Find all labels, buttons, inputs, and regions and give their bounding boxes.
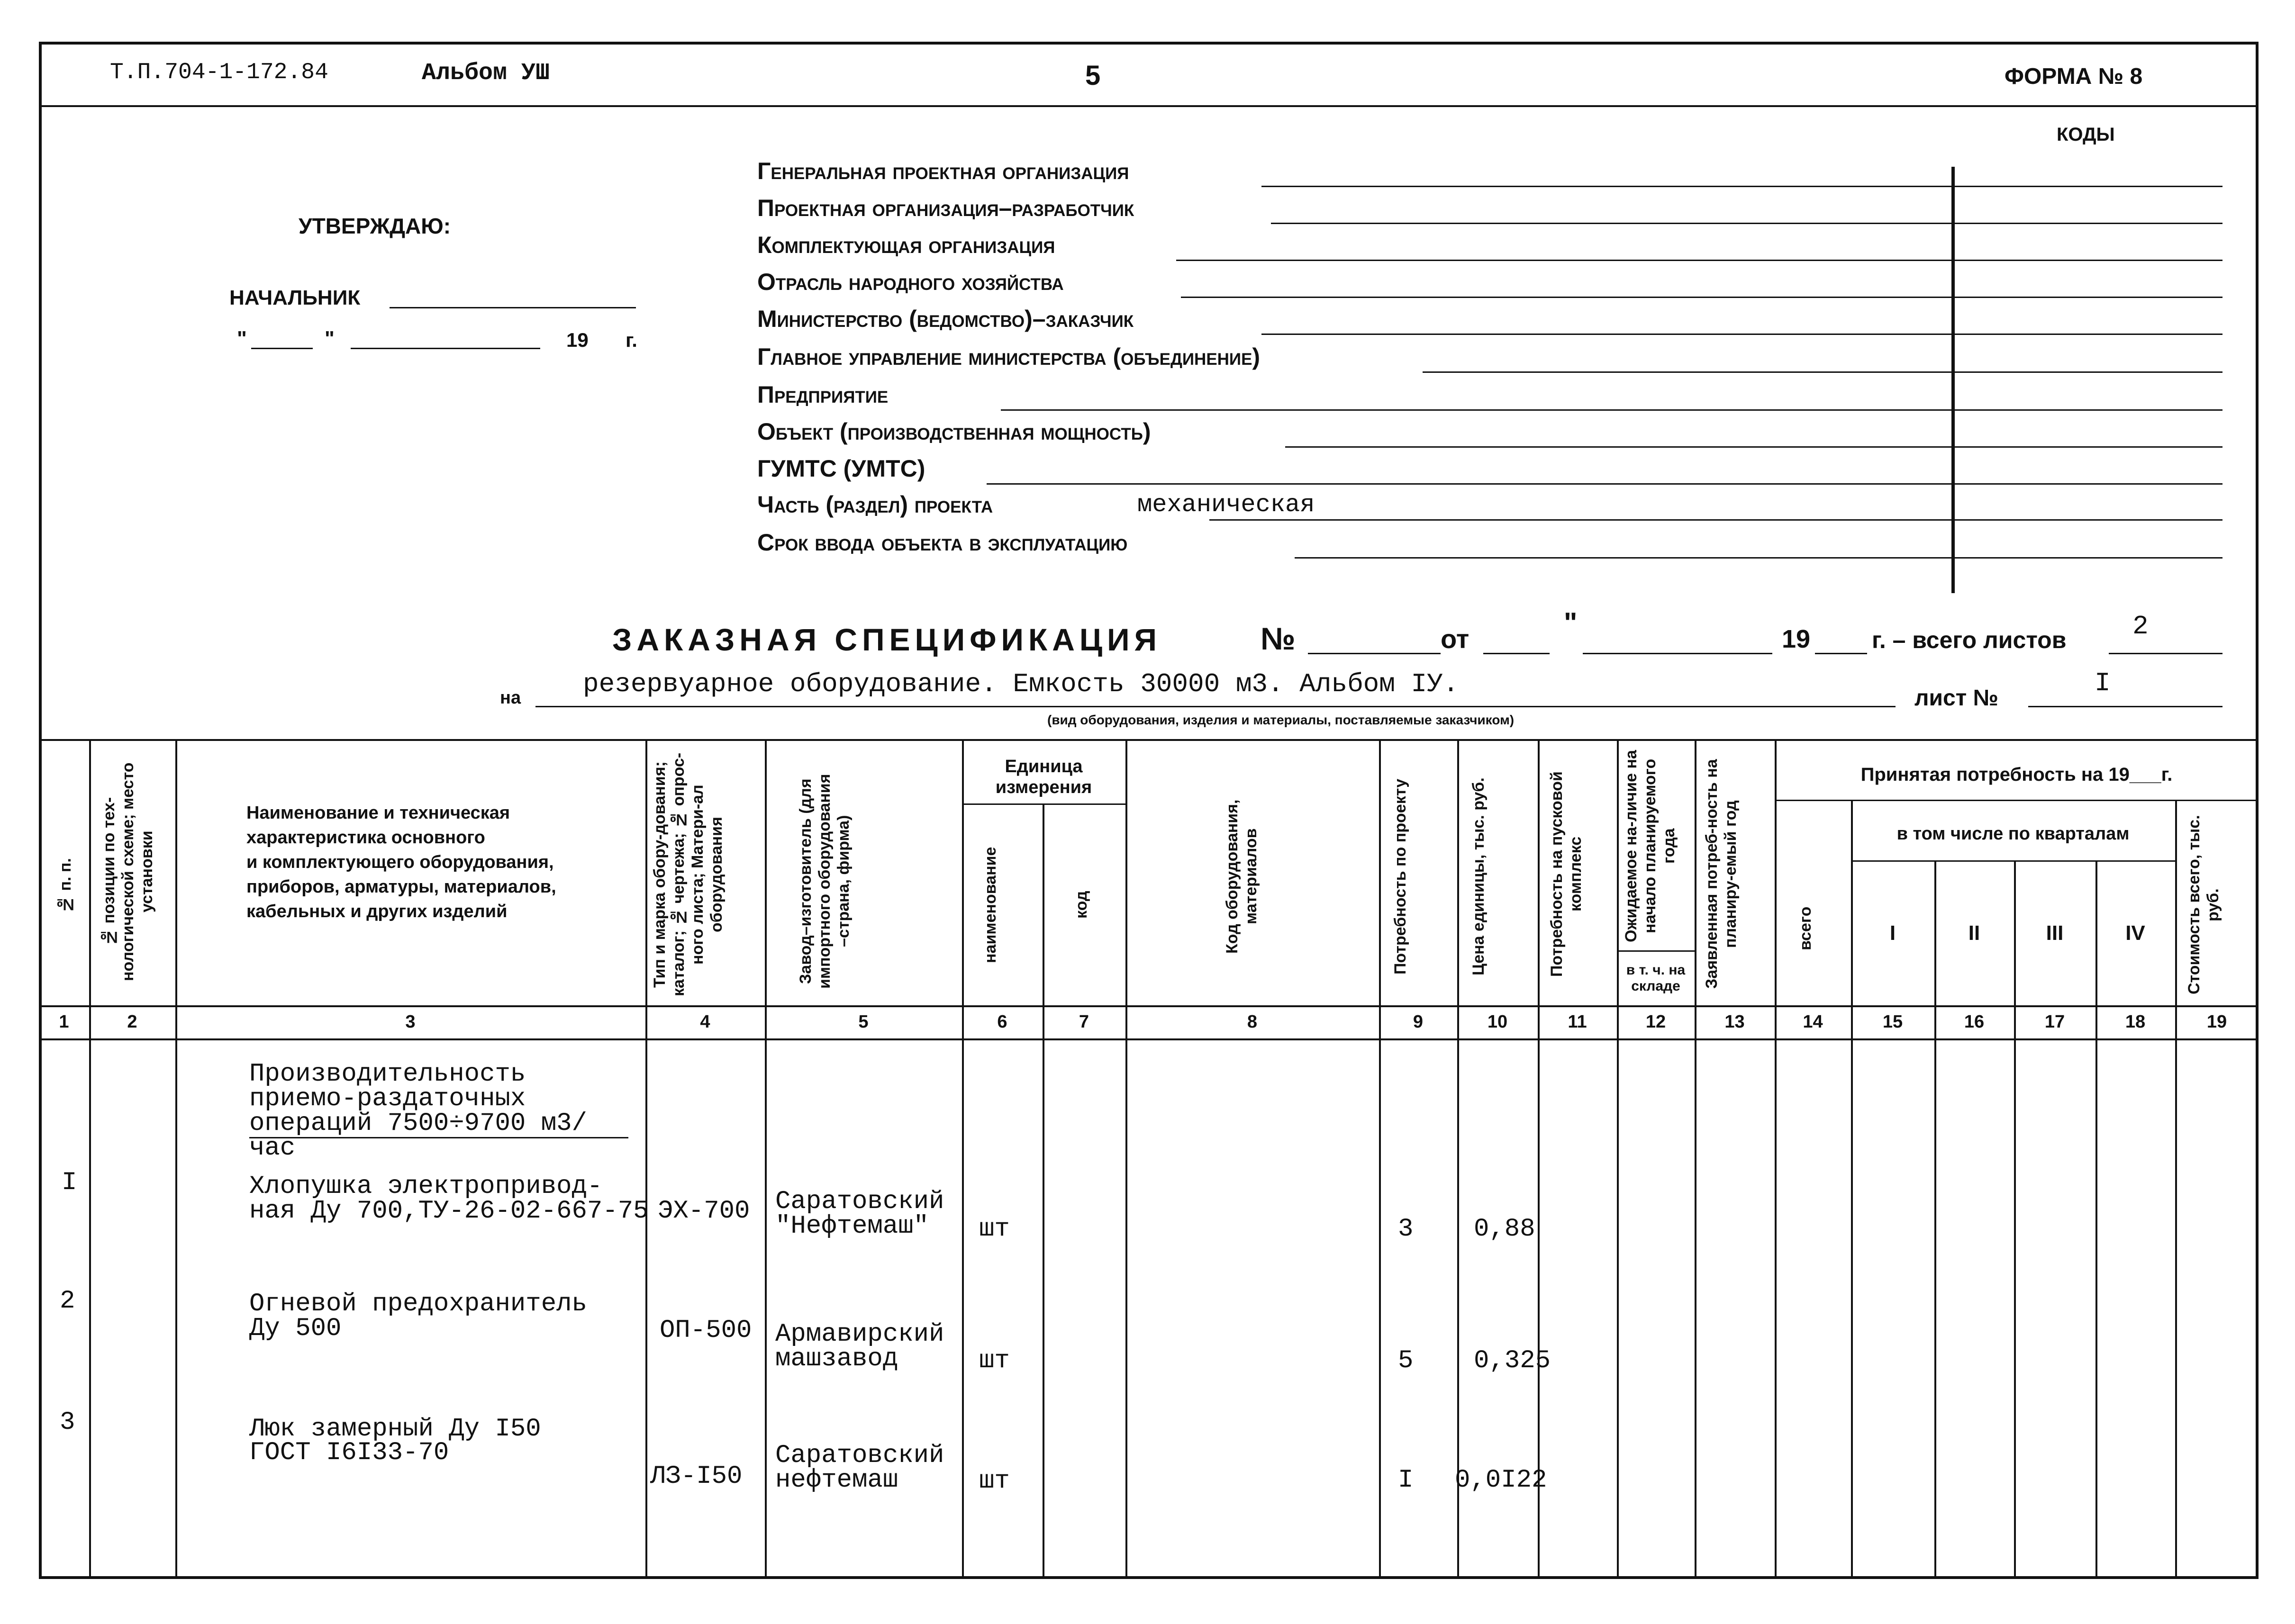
row-2-price: 0,325 (1474, 1346, 1551, 1375)
approve-title: УТВЕРЖДАЮ: (299, 214, 451, 238)
sheet-no-label: лист № (1914, 686, 1999, 711)
org-fill-line (1295, 557, 2222, 559)
spec-quote: " (1564, 607, 1578, 639)
row-2-unit: шт (979, 1346, 1010, 1375)
org-line-label: Комплектующая организация (757, 232, 1055, 258)
row-1-maker-line1: Саратовский (775, 1187, 944, 1216)
column-divider (645, 739, 647, 1578)
row-3-maker-line1: Саратовский (775, 1441, 944, 1470)
spec-no-line (1308, 653, 1441, 654)
column-number: 8 (1247, 1011, 1258, 1032)
row-1-number: I (62, 1168, 77, 1197)
col-5-header: Завод–изготовитель (для импортного оборудования –страна, фирма) (797, 774, 853, 989)
column-divider (2175, 800, 2177, 1578)
column-divider (1125, 739, 1127, 1578)
spec-subject-line (535, 706, 1896, 707)
row-2-name-line1: Огневой предохранитель (249, 1290, 587, 1318)
col-2-header: № позиции по тех-нологической схеме; место установки (100, 762, 156, 981)
org-fill-line (1423, 371, 2222, 373)
column-divider (2095, 860, 2097, 1578)
spec-month-line (1583, 653, 1772, 654)
row-2-number: 2 (60, 1287, 75, 1316)
row-1-name-line2: ная Ду 700,ТУ-26-02-667-75 (249, 1197, 649, 1226)
row-2-maker-line1: Армавирский (775, 1320, 944, 1349)
sheet-no: I (2095, 668, 2111, 698)
column-numbers-bottom-line (39, 1038, 2259, 1040)
page-number: 5 (1085, 60, 1101, 91)
chief-label: НАЧАЛЬНИК (229, 286, 361, 309)
row-1-name-line1: Хлопушка электропривод- (249, 1172, 603, 1201)
column-number: 18 (2125, 1011, 2146, 1032)
sheets-total: 2 (2132, 611, 2149, 641)
org-line-label: Главное управление министерства (объединение) (757, 343, 1261, 370)
table-top-line (39, 739, 2259, 741)
row-3-maker-line2: нефтемаш (775, 1466, 898, 1495)
sheets-total-line (2109, 653, 2222, 654)
column-number: 3 (405, 1011, 416, 1032)
org-fill-line (1271, 223, 2222, 224)
col-6-header: наименование (981, 847, 999, 963)
column-divider (1934, 860, 1936, 1578)
spec-year-line (1815, 653, 1867, 654)
header-divider (39, 105, 2259, 107)
date-day-line (251, 348, 313, 349)
column-number: 4 (700, 1011, 710, 1032)
column-number: 9 (1413, 1011, 1424, 1032)
chief-signature-line (390, 307, 636, 308)
row-2-qty: 5 (1398, 1346, 1414, 1375)
row-3-price: 0,0I22 (1455, 1466, 1547, 1495)
column-divider (1538, 739, 1540, 1578)
column-divider (1457, 739, 1459, 1578)
row-1-type: ЭХ-700 (658, 1197, 750, 1226)
org-fill-line (1261, 186, 2222, 187)
row-1-price: 0,88 (1474, 1215, 1535, 1244)
col-10-header: Цена единицы, тыс. руб. (1470, 777, 1488, 975)
col-16-header: II (1968, 921, 1980, 945)
org-line-label: ГУМТС (УМТС) (757, 455, 925, 482)
column-number: 13 (1724, 1011, 1745, 1032)
org-fill-line (1176, 260, 2222, 261)
album-label: Альбом УШ (422, 60, 550, 87)
spec-na-label: на (500, 688, 521, 708)
col-14-header: всего (1796, 906, 1814, 951)
column-divider (1043, 803, 1044, 1578)
column-number: 10 (1487, 1011, 1508, 1032)
col-12-header: Ожидаемое на-личие на начало планируемого года (1622, 750, 1678, 942)
column-divider (1851, 800, 1853, 1578)
row-3-name-line2: ГОСТ I6I33-70 (249, 1438, 449, 1467)
col-19-header: Стоимость всего, тыс. руб. (2185, 815, 2222, 995)
org-line-label: Предприятие (757, 381, 889, 408)
date-close-quote: " (325, 327, 335, 350)
column-number: 19 (2206, 1011, 2227, 1032)
column-number: 17 (2044, 1011, 2065, 1032)
col-15-header: I (1889, 921, 1896, 945)
column-number: 6 (997, 1011, 1007, 1032)
row-2-name-line2: Ду 500 (249, 1314, 342, 1343)
column-divider (89, 739, 91, 1578)
accepted-header: Принятая потребность на 19___г. (1860, 764, 2173, 785)
col-3-header: Наименование и техническая характеристика основного и комплектующего оборудования, приборов, арматуры, материалов, кабельных и других изделий (246, 803, 556, 921)
column-divider (765, 739, 767, 1578)
column-divider (1379, 739, 1381, 1578)
column-number: 14 (1803, 1011, 1823, 1032)
quarters-header-divider (1851, 860, 2175, 862)
row-1-qty: 3 (1398, 1215, 1414, 1244)
org-fill-line (1261, 334, 2222, 335)
row-3-qty: I (1398, 1466, 1414, 1495)
row-3-unit: шт (979, 1467, 1010, 1496)
org-fill-line (1209, 519, 2222, 521)
subject-caption: (вид оборудования, изделия и материалы, поставляемые заказчиком) (1047, 713, 1515, 727)
column-divider (1695, 739, 1696, 1578)
column-number: 15 (1882, 1011, 1903, 1032)
col-18-header: IV (2125, 921, 2145, 945)
unit-header: Единица измерения (995, 757, 1092, 797)
spec-title: ЗАКАЗНАЯ СПЕЦИФИКАЦИЯ (612, 622, 1161, 657)
date-year-suffix: г. (626, 329, 637, 351)
row-3-type: ЛЗ-I50 (650, 1462, 743, 1491)
column-number: 1 (59, 1011, 69, 1032)
date-month-line (351, 348, 540, 349)
spec-year-suffix: г. – всего листов (1872, 627, 2067, 653)
org-line-label: Отрасль народного хозяйства (757, 269, 1064, 295)
org-fill-line (1181, 297, 2222, 298)
part-value: механическая (1137, 491, 1315, 519)
org-fill-line (1001, 409, 2222, 411)
col-17-header: III (2046, 921, 2064, 945)
column-divider (2014, 860, 2016, 1578)
column-number: 2 (127, 1011, 137, 1032)
form-number: ФОРМА № 8 (2005, 64, 2143, 89)
row-3-number: 3 (60, 1408, 75, 1437)
column-divider (1617, 739, 1619, 1578)
col-9-header: Потребность по проекту (1391, 778, 1409, 974)
column-divider (1775, 739, 1777, 1578)
date-year: 19 (566, 329, 589, 351)
col-11-header: Потребность на пусковой комплекс (1548, 771, 1585, 977)
org-fill-line (987, 483, 2222, 485)
org-fill-line (1285, 446, 2222, 448)
org-line-label: Министерство (ведомство)–заказчик (757, 306, 1134, 332)
col-12b-header: в т. ч. на складе (1626, 962, 1686, 994)
row-3-name-line1: Люк замерный Ду I50 (249, 1415, 541, 1444)
col-4-header: Тип и марка обору-дования; каталог; № чертежа; № опрос-ного листа; Матери-ал оборудования (651, 752, 726, 997)
accepted-header-divider (1775, 800, 2259, 801)
date-open-quote: " (237, 327, 247, 350)
intro-text: Производительность приемо-раздаточных операций 7500÷9700 м3/час (249, 1060, 587, 1163)
row-2-type: ОП-500 (660, 1316, 752, 1345)
row-1-unit: шт (979, 1215, 1010, 1244)
spec-year: 19 (1782, 625, 1811, 653)
column-number: 11 (1568, 1011, 1587, 1032)
tp-number: Т.П.704-1-172.84 (110, 60, 328, 85)
org-line-label: Генеральная проектная организация (757, 158, 1129, 184)
org-line-label: Проектная организация–разработчик (757, 195, 1134, 221)
column-number: 7 (1079, 1011, 1089, 1032)
column-number: 16 (1964, 1011, 1985, 1032)
org-line-label: Часть (раздел) проекта (757, 491, 993, 518)
spec-subject: резервуарное оборудование. Емкость 30000 м3. Альбом IУ. (583, 669, 1459, 699)
codes-divider (1951, 167, 1955, 593)
row-1-maker-line2: "Нефтемаш" (775, 1212, 929, 1241)
spec-no-label: № (1261, 621, 1296, 656)
col-13-header: Заявленная потреб-ность на планиру-емый год (1703, 759, 1740, 989)
column-number: 5 (858, 1011, 869, 1032)
spec-day-line (1483, 653, 1550, 654)
org-line-label: Объект (производственная мощность) (757, 418, 1151, 445)
codes-label: КОДЫ (2057, 124, 2115, 145)
col-7-header: код (1072, 891, 1090, 919)
stock-header-divider (1617, 950, 1695, 952)
column-divider (962, 739, 964, 1578)
col-1-header: № п. п. (56, 858, 74, 914)
row-2-maker-line2: машзавод (775, 1344, 898, 1373)
org-line-label: Срок ввода объекта в эксплуатацию (757, 529, 1128, 556)
column-number: 12 (1645, 1011, 1666, 1032)
column-divider (175, 739, 177, 1578)
col-8-header: Код оборудования, материалов (1223, 799, 1260, 954)
quarters-header: в том числе по кварталам (1896, 823, 2130, 844)
spec-from-label: от (1441, 624, 1470, 654)
sheet-no-line (2028, 706, 2222, 707)
